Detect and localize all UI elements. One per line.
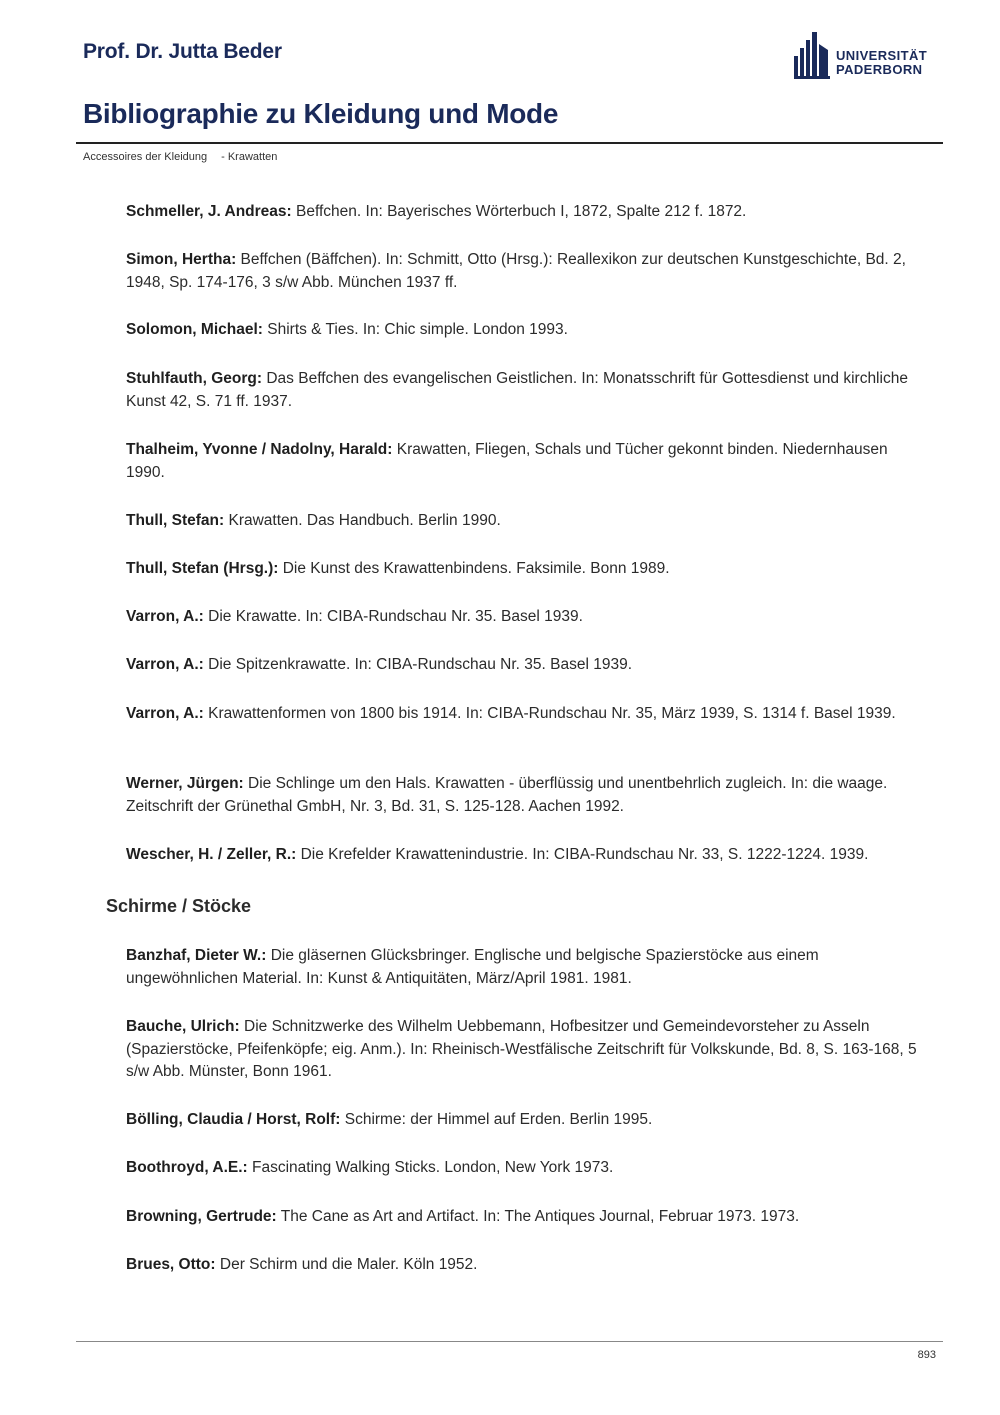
entry-author: Thull, Stefan (Hrsg.): (126, 560, 279, 577)
entry-text: Krawatten, Fliegen, Schals und Tücher gekonnt binden. Niedernhausen 1990. (126, 441, 888, 481)
entry-author: Solomon, Michael: (126, 321, 263, 338)
bibliography-entry (126, 558, 926, 581)
bibliography-entry (126, 1157, 926, 1180)
entry-author: Varron, A.: (126, 656, 204, 673)
bibliography-entry (126, 1109, 926, 1132)
bibliography-entry (126, 439, 926, 484)
section-heading: Schirme / Stöcke (106, 896, 252, 916)
entry-text: Die Schlinge um den Hals. Krawatten - überflüssig und unentbehrlich zugleich. In: die waage. Zeitschrift der Grünethal GmbH, Nr. 3, Bd. 31, S. 125-128. Aachen 1992. (126, 775, 888, 815)
entry-text: Beffchen. In: Bayerisches Wörterbuch I, 1872, Spalte 212 f. 1872. (296, 203, 747, 220)
entry-author: Varron, A.: (126, 608, 204, 625)
entry-text: Krawatten. Das Handbuch. Berlin 1990. (228, 512, 501, 529)
entry-text: Die gläsernen Glücksbringer. Englische und belgische Spazierstöcke aus einem ungewöhnlichen Material. In: Kunst & Antiquitäten, März/April 1981. 1981. (126, 947, 819, 987)
entry-author: Browning, Gertrude: (126, 1208, 277, 1225)
title-divider (76, 142, 943, 144)
entry-author: Boothroyd, A.E.: (126, 1159, 248, 1176)
entry-text: Die Krefelder Krawattenindustrie. In: CIBA-Rundschau Nr. 33, S. 1222-1224. 1939. (300, 846, 869, 863)
logo-text (836, 49, 927, 77)
bibliography-entry (126, 1016, 926, 1084)
entry-author: Bölling, Claudia / Horst, Rolf: (126, 1111, 341, 1128)
logo-line-2: PADERBORN (836, 62, 923, 77)
breadcrumb-category: Accessoires der Kleidung (83, 151, 208, 163)
bibliography-entry (126, 249, 926, 294)
bibliography-entry (126, 606, 926, 629)
university-logo (794, 30, 944, 82)
entry-author: Stuhlfauth, Georg: (126, 370, 263, 387)
breadcrumb (83, 151, 277, 163)
entry-author: Simon, Hertha: (126, 251, 237, 268)
entry-text: Fascinating Walking Sticks. London, New York 1973. (252, 1159, 614, 1176)
footer-divider (76, 1341, 943, 1342)
bibliography-entry (126, 201, 926, 224)
bibliography-entry (126, 703, 926, 726)
bibliography-entry (126, 654, 926, 677)
entry-text: Die Kunst des Krawattenbindens. Faksimile. Bonn 1989. (282, 560, 670, 577)
bibliography-entry (126, 945, 926, 990)
entry-text: Beffchen (Bäffchen). In: Schmitt, Otto (Hrsg.): Reallexikon zur deutschen Kunstgeschichte, Bd. 2, 1948, Sp. 174-176, 3 s/w Abb. München 1937 ff. (126, 251, 906, 291)
entry-author: Banzhaf, Dieter W.: (126, 947, 267, 964)
bibliography-entry (126, 368, 926, 413)
entry-author: Varron, A.: (126, 705, 204, 722)
entry-text: Shirts & Ties. In: Chic simple. London 1993. (267, 321, 568, 338)
entry-text: Die Schnitzwerke des Wilhelm Uebbemann, Hofbesitzer und Gemeindevorsteher zu Asseln (Spazierstöcke, Pfeifenköpfe; eig. Anm.). In: Rheinisch-Westfälische Zeitschrift für Volkskunde, Bd. 8, S. 163-168, 5 s/w Abb. Münster, Bonn 1961. (126, 1018, 917, 1080)
bibliography-entry (126, 1206, 926, 1229)
bibliography-entry (126, 319, 926, 342)
entry-author: Wescher, H. / Zeller, R.: (126, 846, 297, 863)
bibliography-entry (126, 1254, 926, 1277)
bibliography-entry (126, 844, 926, 867)
entry-text: Die Krawatte. In: CIBA-Rundschau Nr. 35. Basel 1939. (208, 608, 583, 625)
bibliography-entry (126, 510, 926, 533)
breadcrumb-subcategory: - Krawatten (221, 151, 278, 163)
entry-text: Die Spitzenkrawatte. In: CIBA-Rundschau Nr. 35. Basel 1939. (208, 656, 633, 673)
entry-author: Thull, Stefan: (126, 512, 225, 529)
logo-line-1: UNIVERSITÄT (836, 48, 928, 63)
page-number: 893 (917, 1349, 936, 1361)
bibliography-entry (126, 773, 926, 818)
entry-text: Krawattenformen von 1800 bis 1914. In: CIBA-Rundschau Nr. 35, März 1939, S. 1314 f. Basel 1939. (208, 705, 896, 722)
entry-author: Bauche, Ulrich: (126, 1018, 240, 1035)
entry-author: Werner, Jürgen: (126, 775, 244, 792)
page-title: Bibliographie zu Kleidung und Mode (83, 98, 559, 129)
entry-author: Thalheim, Yvonne / Nadolny, Harald: (126, 441, 393, 458)
entry-text: Das Beffchen des evangelischen Geistlichen. In: Monatsschrift für Gottesdienst und kirchliche Kunst 42, S. 71 ff. 1937. (126, 370, 908, 410)
entry-author: Schmeller, J. Andreas: (126, 203, 292, 220)
university-paderborn-logo-icon (794, 30, 834, 82)
entry-text: Schirme: der Himmel auf Erden. Berlin 1995. (344, 1111, 653, 1128)
author-name: Prof. Dr. Jutta Beder (83, 40, 282, 63)
entry-text: The Cane as Art and Artifact. In: The Antiques Journal, Februar 1973. 1973. (280, 1208, 800, 1225)
entry-author: Brues, Otto: (126, 1256, 216, 1273)
entry-text: Der Schirm und die Maler. Köln 1952. (219, 1256, 478, 1273)
